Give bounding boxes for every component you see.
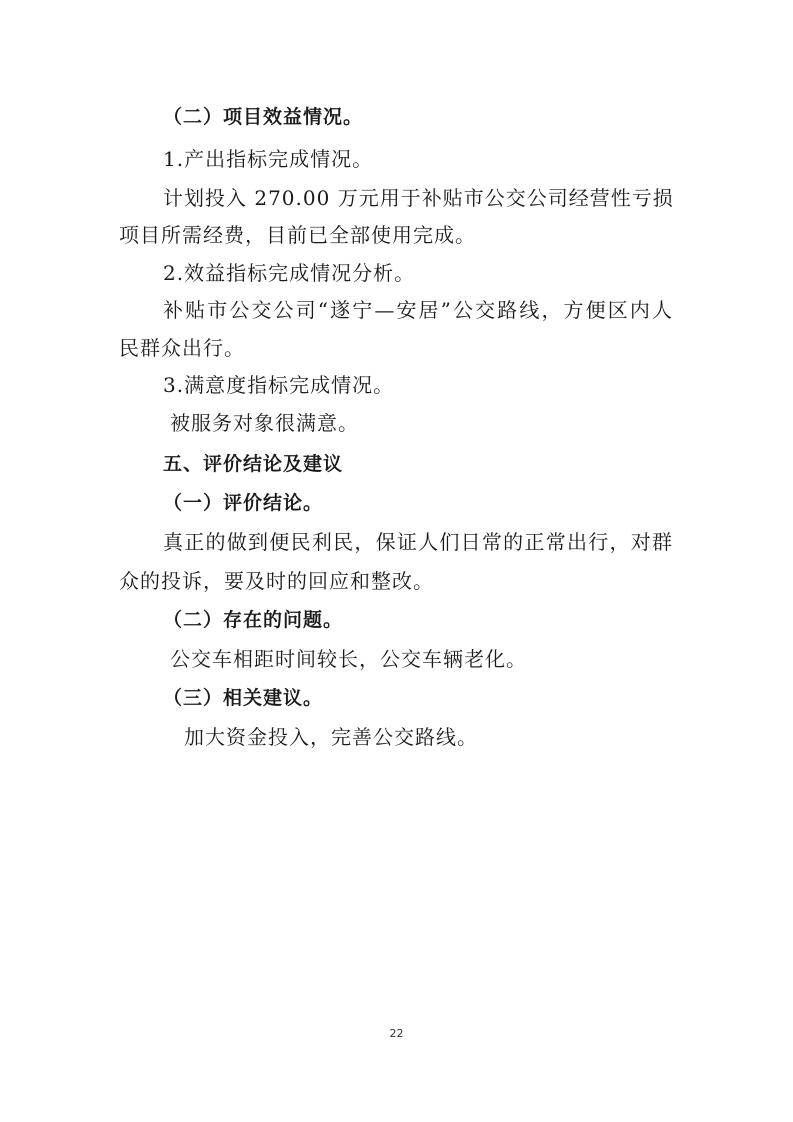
subheading-project-benefits: （二）项目效益情况。 [163, 106, 364, 128]
subheading-conclusion: （一）评价结论。 [163, 492, 324, 514]
item-benefit-indicators: 2.效益指标完成情况分析。 [163, 261, 416, 285]
item-output-indicators: 1.产出指标完成情况。 [163, 147, 374, 171]
paragraph-line: 真正的做到便民利民，保证人们日常的正常出行，对群 [163, 530, 673, 554]
page-number: 22 [389, 1027, 404, 1040]
paragraph-line: 加大资金投入，完善公交路线。 [184, 725, 478, 749]
subheading-suggestions: （三）相关建议。 [163, 687, 324, 709]
paragraph-line: 公交车相距时间较长，公交车辆老化。 [170, 647, 527, 671]
paragraph-line: 被服务对象很满意。 [170, 411, 359, 435]
item-satisfaction-indicators: 3.满意度指标完成情况。 [163, 373, 395, 397]
section-heading-conclusion: 五、评价结论及建议 [163, 453, 344, 475]
paragraph-line: 补贴市公交公司“遂宁—安居”公交路线，方便区内人 [163, 298, 673, 322]
paragraph-line: 民群众出行。 [119, 336, 245, 360]
subheading-problems: （二）存在的问题。 [163, 609, 344, 631]
paragraph-line: 众的投诉，要及时的回应和整改。 [119, 569, 434, 593]
paragraph-line: 项目所需经费，目前已全部使用完成。 [119, 223, 476, 247]
paragraph-line: 计划投入 270.00 万元用于补贴市公交公司经营性亏损 [163, 186, 674, 210]
